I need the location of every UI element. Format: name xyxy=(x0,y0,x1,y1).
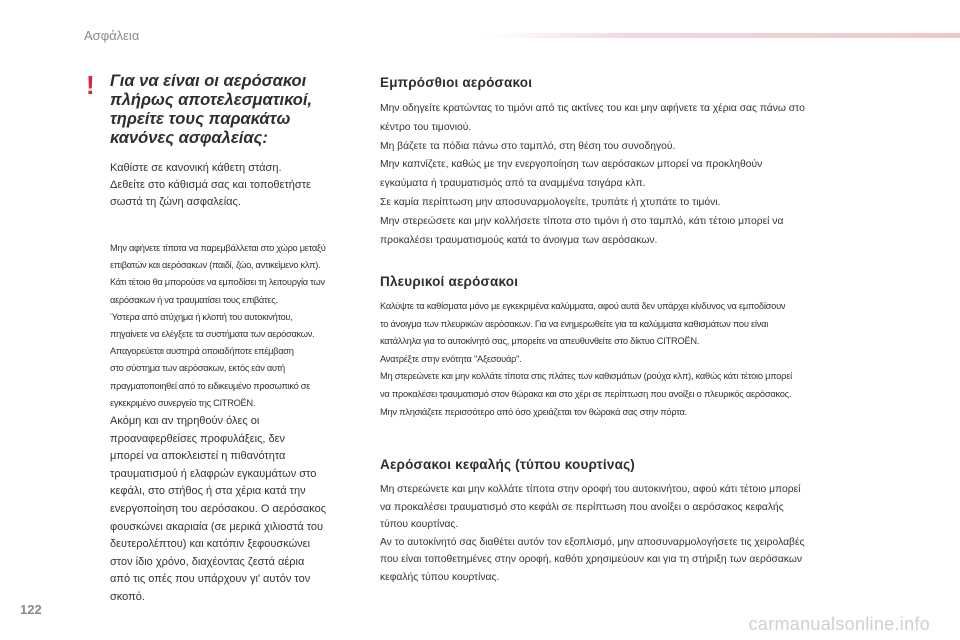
paragraph-line: προαναφερθείσες προφυλάξεις, δεν xyxy=(110,432,286,445)
paragraph-line: φουσκώνει ακαριαία (σε μερικά χιλιοστά του xyxy=(110,520,324,533)
detail-line: εγκεκριμένο συνεργείο της CITROËN. xyxy=(110,397,256,408)
detail-line: πηγαίνετε να ελέγξετε τα συστήματα των αερόσακων. xyxy=(110,329,315,340)
lateral-airbags-title: Πλευρικοί αερόσακοι xyxy=(380,274,519,289)
curtain-airbags-title: Αερόσακοι κεφαλής (τύπου κουρτίνας) xyxy=(380,457,635,472)
page-header-title: Ασφάλεια xyxy=(84,28,140,43)
text-line: Μην καπνίζετε, καθώς με την ενεργοποίηση των αερόσακων μπορεί να προκληθούν xyxy=(380,159,763,171)
heading-line: πλήρως αποτελεσματικοί, xyxy=(110,91,313,109)
paragraph-line: στον ίδιο χρόνο, διαχέοντας ζεστά αέρια xyxy=(110,555,305,568)
text-line: να προκαλέσει τραυματισμό στο κεφάλι σε περίπτωση που ανοίξει ο αερόσακος κεφαλής xyxy=(380,501,784,513)
detail-line: επιβατών και αερόσακων (παιδί, ζώο, αντικείμενο κλπ). xyxy=(110,260,321,271)
text-line: Μη στερεώνετε και μην κολλάτε τίποτα στις πλάτες των καθισμάτων (ρούχα κλπ), καθώς κάτι τέτοιο μπορεί xyxy=(380,371,792,382)
text-line: Μην οδηγείτε κρατώντας το τιμόνι από τις ακτίνες του και μην αφήνετε τα χέρια σας πάνω στο xyxy=(380,103,805,114)
text-line: Σε καμία περίπτωση μην αποσυναρμολογείτε, τρυπάτε ή χτυπάτε το τιμόνι. xyxy=(380,196,721,208)
paragraph-line: τραυματισμού ή ελαφρών εγκαυμάτων στο xyxy=(110,467,317,480)
text-line: εγκαύματα ή τραυματισμός από τα αναμμένα τσιγάρα κλπ. xyxy=(380,178,646,190)
detail-line: αερόσακων ή να τραυματίσει τους επιβάτες. xyxy=(110,294,278,305)
text-line: Μην πλησιάζετε περισσότερο από όσο χρειάζεται τον θώρακά σας στην πόρτα. xyxy=(380,406,688,417)
paragraph-line: Ακόμη και αν τηρηθούν όλες οι xyxy=(110,415,260,427)
heading-line: Για να είναι οι αερόσακοι xyxy=(110,72,307,90)
safety-rules-intro xyxy=(110,160,360,211)
lateral-airbags-text xyxy=(380,298,904,421)
detail-line: Κάτι τέτοιο θα μπορούσε να εμποδίσει τη λειτουργία των xyxy=(110,277,325,288)
lateral-airbags-section xyxy=(380,274,904,421)
text-line: κέντρο του τιμονιού. xyxy=(380,121,472,133)
front-airbags-title: Εμπρόσθιοι αερόσακοι xyxy=(380,75,533,90)
header-decorative-bar xyxy=(486,33,960,38)
paragraph-line: από τις οπές που υπάρχουν γι' αυτόν τον xyxy=(110,573,311,586)
front-airbags-section xyxy=(380,75,904,250)
text-line: κεφαλής τύπου κουρτίνας. xyxy=(380,571,500,583)
paragraph-line: μπορεί να αποκλειστεί η πιθανότητα xyxy=(110,450,286,463)
text-line: τύπου κουρτίνας. xyxy=(380,519,459,531)
detail-line: Απαγορεύεται αυστηρά οποιαδήποτε επέμβαση xyxy=(110,346,294,357)
safety-rules-heading xyxy=(110,72,360,148)
watermark-text: carmanualsonline.info xyxy=(748,614,930,634)
detail-line: πραγματοποιηθεί από το ειδικευμένο προσωπικό σε xyxy=(110,380,311,391)
front-airbags-text xyxy=(380,100,904,250)
heading-line: τηρείτε τους παρακάτω xyxy=(110,110,291,128)
text-line: Μην στερεώσετε και μην κολλήσετε τίποτα στο τιμόνι ή στο ταμπλό, κάτι τέτοιο μπορεί να xyxy=(380,215,784,227)
text-line: κατάλληλα για το αυτοκίνητό σας, μπορείτε να απευθυνθείτε στο δίκτυο CITROËN. xyxy=(380,336,700,347)
text-line: προκαλέσει τραυματισμούς κατά το άνοιγμα των αερόσακων. xyxy=(380,234,658,246)
text-line: Ανατρέξτε στην ενότητα "Αξεσουάρ". xyxy=(380,353,522,364)
safety-rules-details xyxy=(110,240,362,412)
paragraph-line: σκοπό. xyxy=(110,590,145,603)
detail-line: Ύστερα από ατύχημα ή κλοπή του αυτοκινήτου, xyxy=(110,311,293,322)
text-line: Μη βάζετε τα πόδια πάνω στο ταμπλό, στη θέση του συνοδηγού. xyxy=(380,140,676,152)
paragraph-line: δευτερολέπτου) και κατόπιν ξεφουσκώνει xyxy=(110,538,311,551)
text-line: Καλύψτε τα καθίσματα μόνο με εγκεκριμένα καλύμματα, αφού αυτά δεν υπάρχει κίνδυνος να εμποδίσουν xyxy=(380,301,786,311)
heading-line: κανόνες ασφαλείας: xyxy=(110,129,268,147)
curtain-airbags-section xyxy=(380,457,904,587)
detail-line: Μην αφήνετε τίποτα να παρεμβάλλεται στο χώρο μεταξύ xyxy=(110,243,326,253)
intro-line: σωστά τη ζώνη ασφαλείας. xyxy=(110,196,241,208)
text-line: Αν το αυτοκίνητό σας διαθέτει αυτόν τον εξοπλισμό, μην αποσυναρμολογήσετε τις χειρολαβές xyxy=(380,536,805,548)
paragraph-line: κεφάλι, στο στήθος ή στα χέρια κατά την xyxy=(110,485,306,498)
intro-line: Δεθείτε στο κάθισμά σας και τοποθετήστε xyxy=(110,179,311,191)
paragraph-line: ενεργοποίηση του αερόσακου. Ο αερόσακος xyxy=(110,502,327,515)
page-number: 122 xyxy=(20,602,42,617)
detail-line: στο σύστημα των αερόσακων, εκτός εάν αυτή xyxy=(110,363,285,374)
text-line: Μη στερεώνετε και μην κολλάτε τίποτα στην οροφή του αυτοκινήτου, αφού κάτι τέτοιο μπορεί xyxy=(380,484,801,495)
curtain-airbags-text xyxy=(380,481,904,587)
text-line: να προκαλέσει τραυματισμό στον θώρακα και στο χέρι σε περίπτωση που ανοίξει ο πλευρικός αερόσακος. xyxy=(380,388,792,399)
text-line: το άνοιγμα των πλευρικών αερόσακων. Για να ενημερωθείτε για τα καλύμματα καθισμάτων που είναι xyxy=(380,318,769,329)
text-line: που είναι τοποθετημένες στην οροφή, καθότι χρησιμεύουν και για τη στήριξη των αερόσακων xyxy=(380,554,803,566)
injury-risk-paragraph xyxy=(110,413,360,607)
warning-icon: ! xyxy=(86,70,95,100)
safety-rules-box xyxy=(110,72,360,211)
intro-line: Καθίστε σε κανονική κάθετη στάση. xyxy=(110,162,282,174)
